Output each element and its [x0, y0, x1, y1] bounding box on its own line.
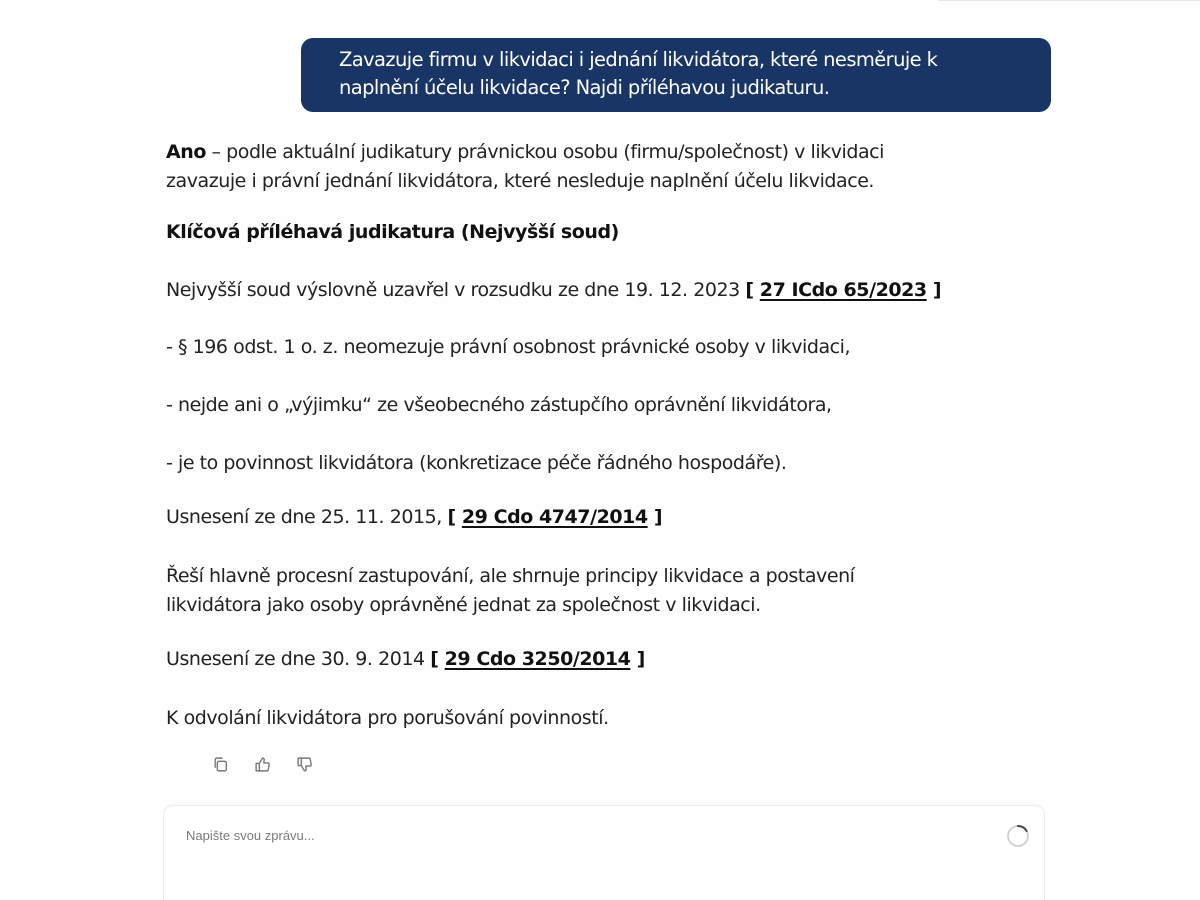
- case-1-link[interactable]: 27 ICdo 65/2023: [759, 279, 927, 301]
- answer-intro-text: – podle aktuální judikatury právnickou osobu (firmu/společnost) v likvidaci: [205, 141, 884, 163]
- case-2-desc-line-2: likvidátora jako osoby oprávněné jednat za společnost v likvidaci.: [166, 594, 761, 616]
- case-2-bracket-close: ]: [647, 506, 663, 528]
- case-2-text: Usnesení ze dne 25. 11. 2015,: [166, 506, 448, 528]
- case-1-bracket-open: [: [745, 279, 760, 301]
- case-3-bracket-close: ]: [630, 648, 645, 670]
- dislike-button[interactable]: [294, 754, 314, 774]
- thumbs-up-icon: [254, 756, 271, 773]
- loading-spinner-icon: [1006, 824, 1030, 848]
- case-1-text: Nejvyšší soud výslovně uzavřel v rozsudku ze dne 19. 12. 2023: [166, 279, 746, 301]
- message-input[interactable]: [186, 828, 966, 843]
- message-composer: [163, 805, 1045, 900]
- message-actions: [210, 754, 314, 774]
- case-3-link[interactable]: 29 Cdo 3250/2014: [444, 648, 631, 670]
- bullet-item: - nejde ani o „výjimku“ ze všeobecného zástupčího oprávnění likvidátora,: [166, 394, 832, 416]
- case-3-desc: K odvolání likvidátora pro porušování povinností.: [166, 707, 609, 729]
- case-3-text: Usnesení ze dne 30. 9. 2014: [166, 648, 431, 670]
- user-message-bubble: [301, 38, 1051, 112]
- case-2-link[interactable]: 29 Cdo 4747/2014: [461, 506, 648, 528]
- case-3-bracket-open: [: [430, 648, 445, 670]
- answer-intro-line-2: zavazuje i právní jednání likvidátora, které nesleduje naplnění účelu likvidace.: [166, 170, 875, 192]
- case-2-line: [166, 502, 662, 532]
- user-message-line-1: Zavazuje firmu v likvidaci i jednání likvidátora, které nesměruje k: [339, 48, 938, 71]
- answer-intro-bold: Ano: [166, 141, 206, 163]
- like-button[interactable]: [252, 754, 272, 774]
- copy-button[interactable]: [210, 754, 230, 774]
- case-2-bracket-open: [: [447, 506, 462, 528]
- user-message-line-2: naplnění účelu likvidace? Najdi příléhavou judikaturu.: [339, 76, 830, 99]
- section-heading: Klíčová příléhavá judikatura (Nejvyšší soud): [166, 221, 619, 243]
- bullet-item: - je to povinnost likvidátora (konkretizace péče řádného hospodáře).: [166, 452, 787, 474]
- answer-intro-line-1: [166, 137, 884, 167]
- bullet-item: - § 196 odst. 1 o. z. neomezuje právní osobnost právnické osoby v likvidaci,: [166, 336, 851, 358]
- case-3-line: [166, 644, 645, 674]
- case-2-desc-line-1: Řeší hlavně procesní zastupování, ale shrnuje principy likvidace a postavení: [166, 565, 855, 587]
- case-1-bracket-close: ]: [926, 279, 942, 301]
- case-1-line: [166, 275, 941, 305]
- thumbs-down-icon: [296, 756, 313, 773]
- copy-icon: [212, 756, 229, 773]
- top-divider: [938, 0, 1200, 1]
